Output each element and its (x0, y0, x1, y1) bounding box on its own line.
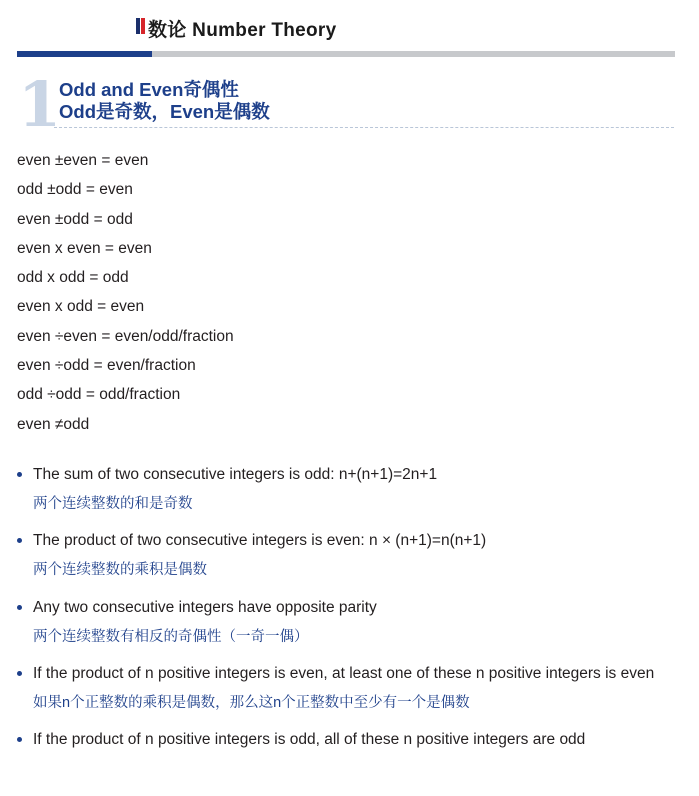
bullet-icon (17, 671, 22, 676)
fact-chinese: 两个连续整数的乘积是偶数 (33, 562, 207, 579)
fact-item (17, 531, 654, 597)
fact-english: If the product of n positive integers is even, at least one of these n positive integers is even (33, 664, 655, 682)
fact-item (17, 465, 654, 531)
page-header (0, 14, 699, 40)
fact-english: Any two consecutive integers have opposite parity (33, 598, 377, 616)
parity-rule: even ÷odd = even/fraction (17, 357, 196, 375)
section-divider (54, 127, 674, 128)
fact-chinese: 两个连续整数有相反的奇偶性（一奇一偶） (33, 628, 309, 645)
parity-rule: even ÷even = even/odd/fraction (17, 327, 234, 345)
parity-rule: odd x odd = odd (17, 269, 129, 287)
flag-icon (136, 18, 145, 34)
header-rule-accent (17, 51, 152, 57)
facts-list (17, 465, 654, 796)
header-title: 数论 Number Theory (148, 20, 337, 41)
parity-rules-list (17, 151, 234, 444)
fact-chinese: 两个连续整数的和是奇数 (33, 496, 193, 512)
fact-item (17, 598, 654, 664)
parity-rule: even ±odd = odd (17, 210, 133, 228)
section-title (59, 79, 270, 123)
bullet-icon (17, 737, 22, 742)
fact-item (17, 730, 654, 796)
header-rule (17, 51, 675, 57)
parity-rule: odd ±odd = even (17, 181, 133, 199)
fact-english: The sum of two consecutive integers is odd: n+(n+1)=2n+1 (33, 466, 438, 483)
parity-rule: even ≠odd (17, 415, 90, 433)
bullet-icon (17, 472, 22, 477)
fact-english: The product of two consecutive integers is even: n × (n+1)=n(n+1) (33, 532, 487, 550)
section-title-line2: Odd是奇数，Even是偶数 (59, 101, 270, 122)
fact-english: If the product of n positive integers is odd, all of these n positive integers are odd (33, 731, 586, 749)
section-number: 1 (18, 68, 62, 141)
fact-chinese: 如果n个正整数的乘积是偶数，那么这n个正整数中至少有一个是偶数 (33, 694, 470, 711)
parity-rule: even ±even = even (17, 152, 149, 169)
parity-rule: even x odd = even (17, 298, 145, 316)
bullet-icon (17, 605, 22, 610)
bullet-icon (17, 538, 22, 543)
fact-item (17, 664, 654, 730)
parity-rule: even x even = even (17, 239, 152, 257)
parity-rule: odd ÷odd = odd/fraction (17, 386, 181, 404)
section-title-line1: Odd and Even奇偶性 (59, 79, 239, 100)
